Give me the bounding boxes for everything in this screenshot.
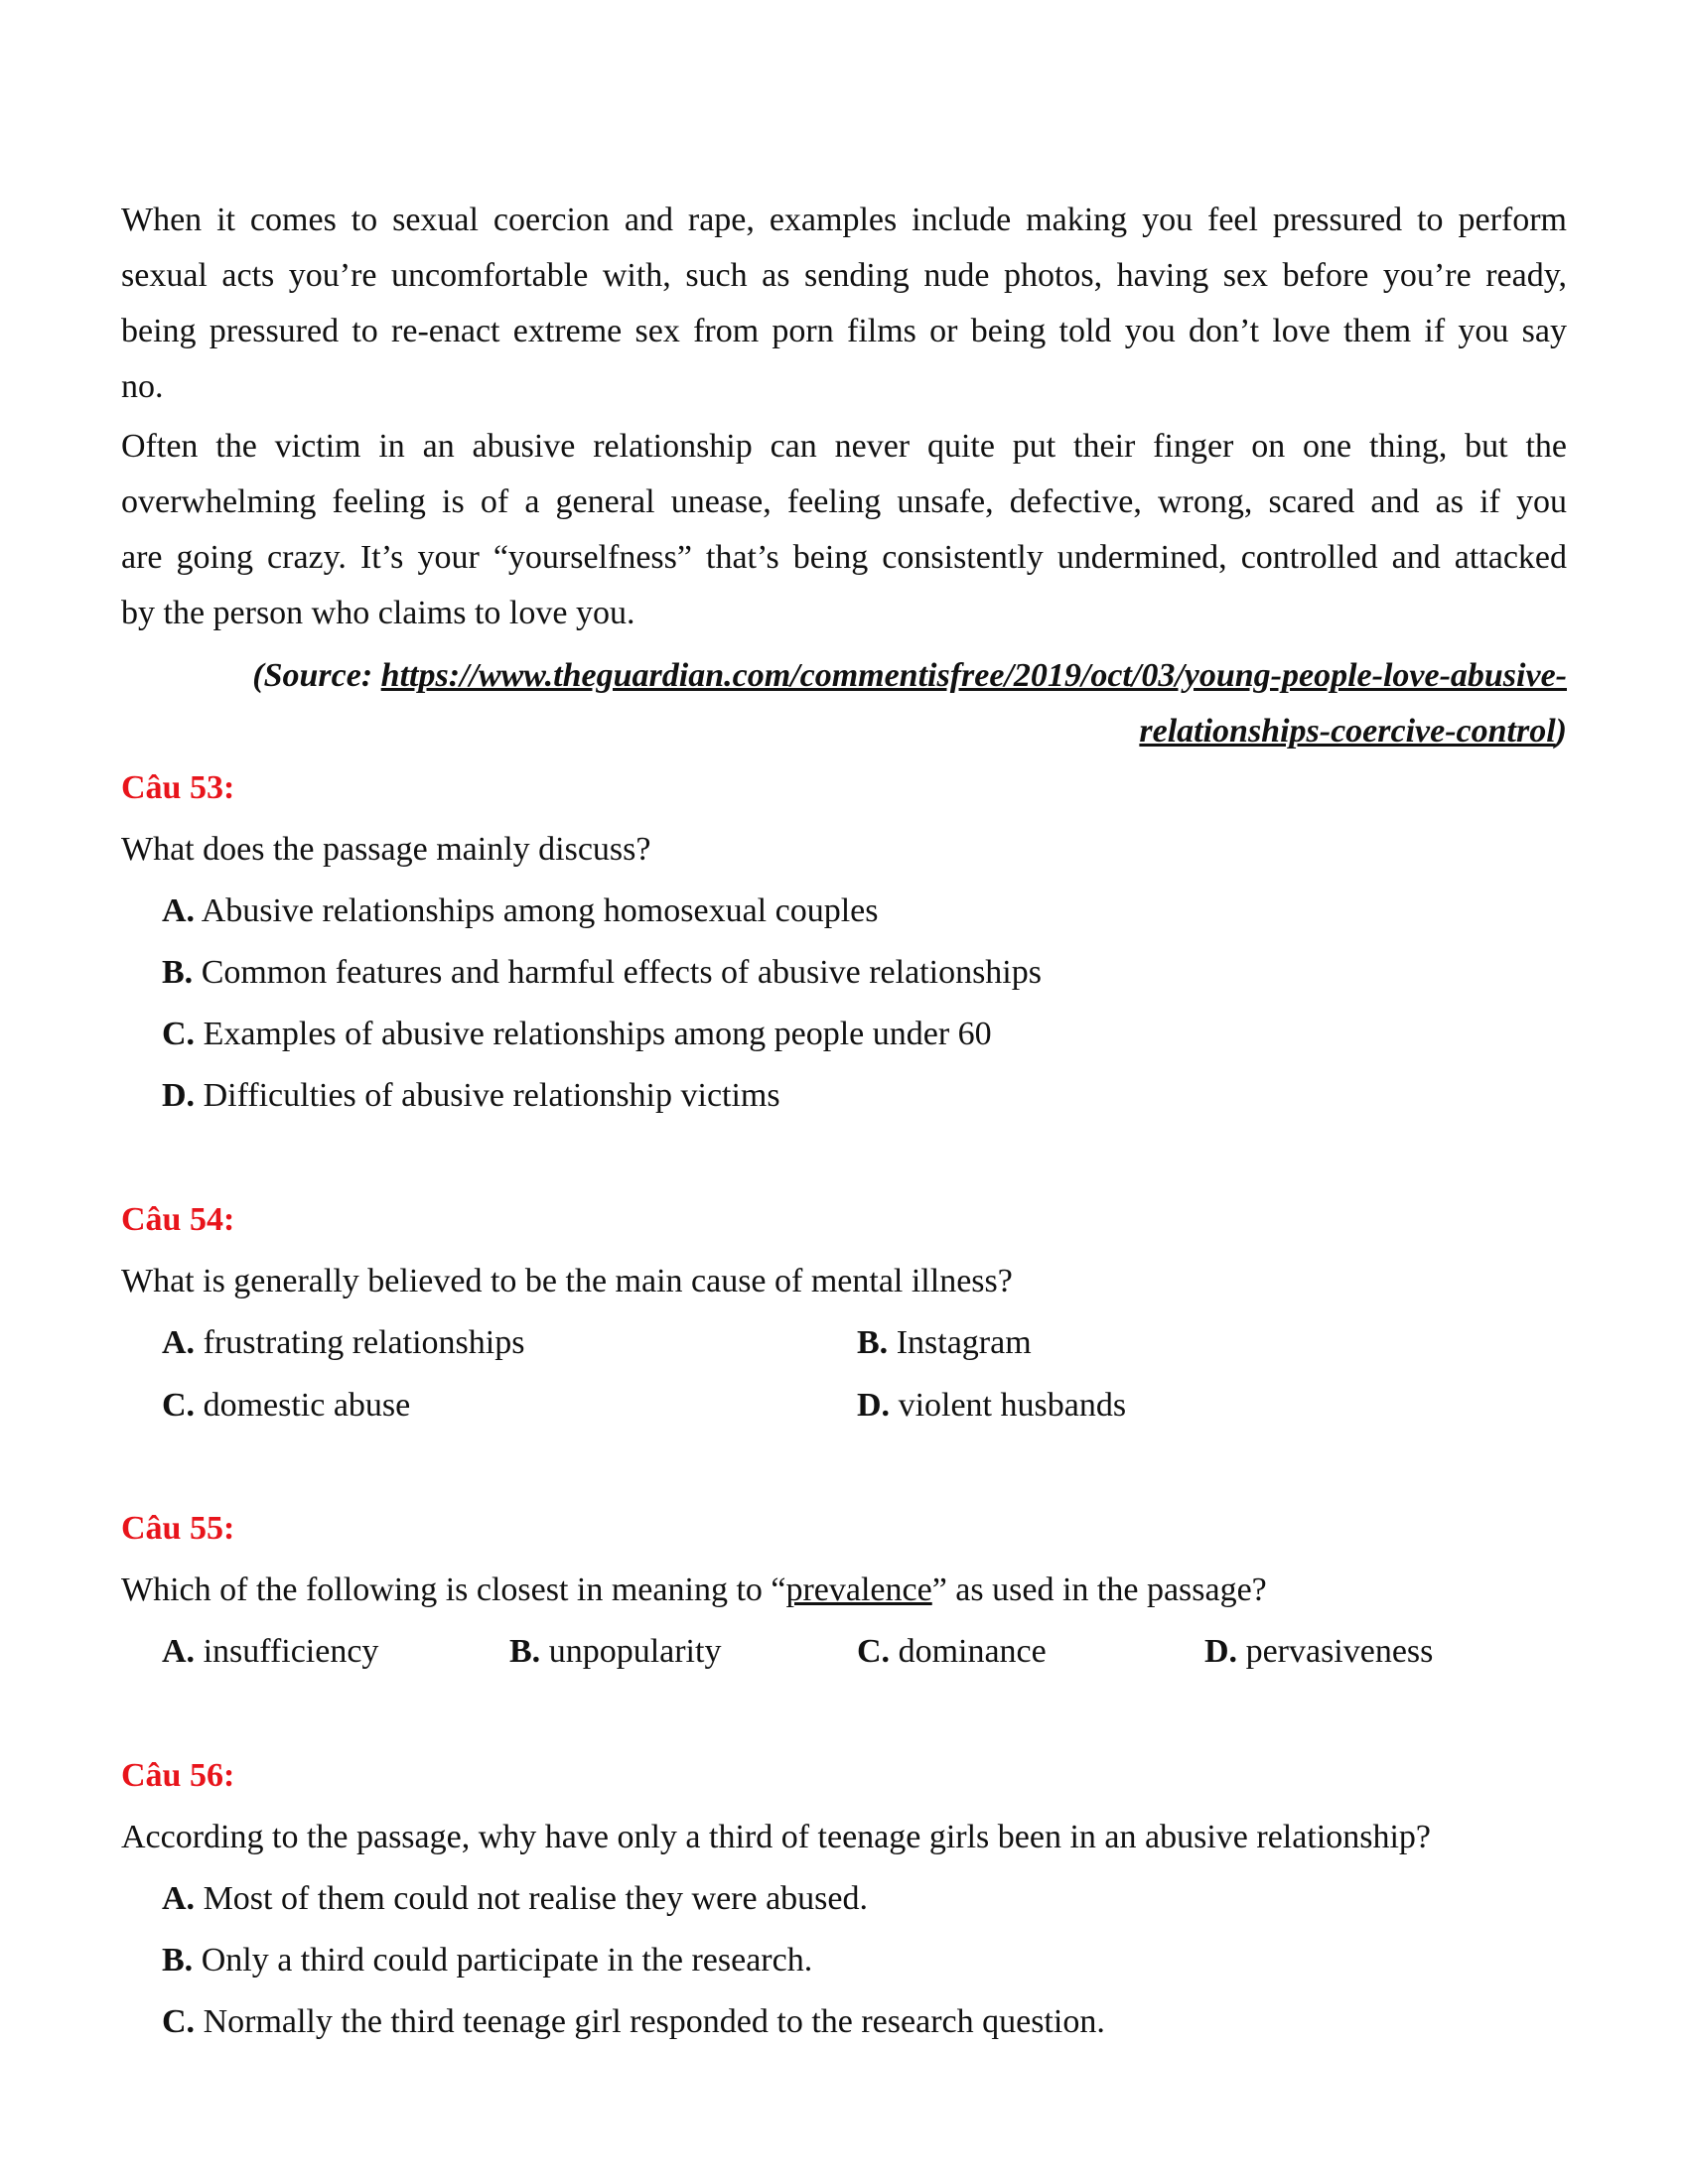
question-55-title: Câu 55: [121, 1510, 235, 1547]
option-text: domestic abuse [203, 1387, 411, 1424]
source-line-2 [121, 704, 1567, 759]
question-56-text: According to the passage, why have only a third of teenage girls been in an abusive relationship? [121, 1819, 1431, 1855]
question-56-title: Câu 56: [121, 1757, 235, 1794]
option-text: Only a third could participate in the research. [201, 1942, 813, 1979]
option-text: unpopularity [548, 1633, 722, 1670]
option-letter: D. [162, 1077, 196, 1114]
option-text: Instagram [896, 1324, 1032, 1361]
option-letter: B. [162, 1942, 194, 1979]
passage-line: no. [121, 368, 164, 405]
passage-paragraph-2 [121, 419, 1567, 641]
question-56-option-b[interactable] [162, 1942, 812, 1979]
question-54-option-d[interactable] [857, 1387, 1126, 1425]
option-text: pervasiveness [1245, 1633, 1434, 1670]
source-prefix: (Source: [252, 657, 381, 694]
option-letter: A. [162, 1324, 196, 1361]
question-55-option-d[interactable] [1204, 1633, 1433, 1671]
passage-line: overwhelming feeling is of a general unease, feeling unsafe, defective, wrong, scared and as if you [121, 483, 1567, 520]
option-letter: D. [857, 1387, 891, 1424]
question-53-title: Câu 53: [121, 769, 235, 806]
question-53-text: What does the passage mainly discuss? [121, 831, 651, 868]
option-text: Most of them could not realise they were abused. [203, 1880, 868, 1917]
question-55-text [121, 1571, 1267, 1609]
option-letter: B. [857, 1324, 889, 1361]
question-54-title: Câu 54: [121, 1201, 235, 1238]
option-letter: B. [509, 1633, 541, 1670]
question-55-option-a[interactable] [162, 1633, 378, 1671]
question-53-option-a[interactable] [162, 892, 878, 930]
option-text: insufficiency [203, 1633, 379, 1670]
option-letter: C. [162, 1016, 196, 1052]
source-link[interactable]: https://www.theguardian.com/commentisfree/2019/oct/03/young-people-love-abusive- [380, 657, 1567, 694]
question-54-option-c[interactable] [162, 1387, 410, 1425]
option-letter: C. [162, 1387, 196, 1424]
source-citation [121, 648, 1567, 759]
option-letter: C. [857, 1633, 891, 1670]
question-56-option-a[interactable] [162, 1880, 868, 1918]
option-text: violent husbands [898, 1387, 1127, 1424]
question-54-option-b[interactable] [857, 1324, 1032, 1362]
question-53-option-c[interactable] [162, 1016, 992, 1053]
passage-line: When it comes to sexual coercion and rape, examples include making you feel pressured to perform [121, 202, 1567, 238]
passage-line: sexual acts you’re uncomfortable with, such as sending nude photos, having sex before you’re ready, [121, 257, 1567, 294]
option-letter: B. [162, 954, 194, 991]
source-suffix: ) [1555, 713, 1567, 750]
option-text: Normally the third teenage girl responded to the research question. [203, 2003, 1105, 2040]
option-text: frustrating relationships [203, 1324, 525, 1361]
question-54-option-a[interactable] [162, 1324, 524, 1362]
option-text: Abusive relationships among homosexual couples [201, 892, 879, 929]
option-text: Examples of abusive relationships among people under 60 [203, 1016, 992, 1052]
option-text: Common features and harmful effects of abusive relationships [201, 954, 1042, 991]
option-text: Difficulties of abusive relationship victims [203, 1077, 780, 1114]
question-55-text-after: ” as used in the passage? [931, 1571, 1267, 1608]
option-letter: A. [162, 892, 196, 929]
question-53-option-d[interactable] [162, 1077, 780, 1115]
question-55-option-b[interactable] [509, 1633, 721, 1671]
passage-paragraph-1 [121, 193, 1567, 415]
option-letter: D. [1204, 1633, 1238, 1670]
question-54-text: What is generally believed to be the main cause of mental illness? [121, 1263, 1013, 1299]
underlined-word: prevalence [785, 1571, 932, 1608]
option-letter: A. [162, 1880, 196, 1917]
passage-line: Often the victim in an abusive relationship can never quite put their finger on one thing, but the [121, 428, 1567, 465]
question-56-option-c[interactable] [162, 2003, 1105, 2041]
question-55-option-c[interactable] [857, 1633, 1047, 1671]
option-letter: A. [162, 1633, 196, 1670]
option-text: dominance [898, 1633, 1047, 1670]
passage-line: being pressured to re-enact extreme sex from porn films or being told you don’t love them if you say [121, 313, 1567, 349]
passage-line: are going crazy. It’s your “yourselfness” that’s being consistently undermined, controlled and attacked [121, 539, 1567, 576]
source-line-1 [121, 648, 1567, 704]
question-55-text-before: Which of the following is closest in meaning to “ [121, 1571, 786, 1608]
source-link-continued[interactable]: relationships-coercive-control [1139, 713, 1556, 750]
option-letter: C. [162, 2003, 196, 2040]
question-53-option-b[interactable] [162, 954, 1042, 992]
passage-line: by the person who claims to love you. [121, 595, 635, 631]
